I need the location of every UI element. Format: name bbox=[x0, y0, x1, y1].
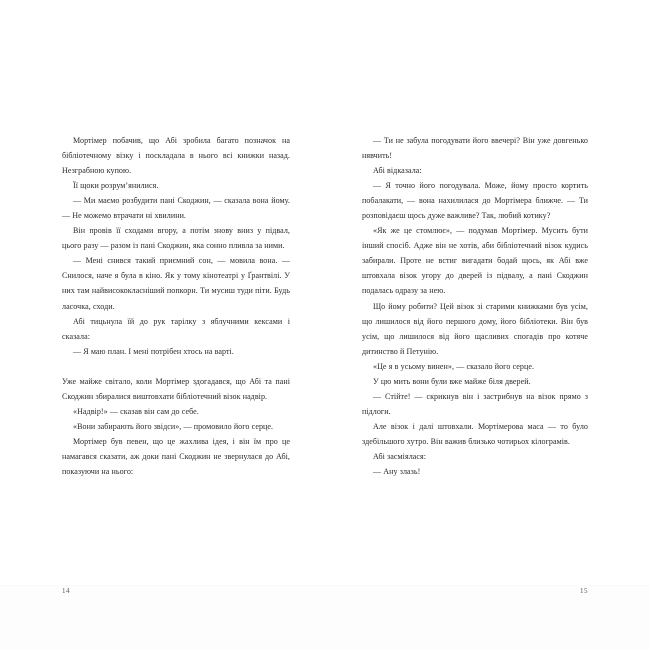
paragraph: «Це я в усьому винен», — сказало його серце. bbox=[373, 361, 535, 371]
paragraph: — Я маю план. І мені потрібен хтось на варті. bbox=[73, 346, 234, 356]
paragraph: Але візок і далі штовхали. Мортімерова маса — то було здебільшого хутро. Він важив близько чотирьох кілограмів. bbox=[362, 421, 588, 446]
paragraph: — Ми маємо розбудити пані Скоджин, — сказала вона йому. — Не можемо втрачати ні хвилини. bbox=[62, 196, 290, 221]
right-page bbox=[325, 0, 650, 585]
paragraph: — Я точно його погодувала. Може, йому просто кортить побалакати, — вона нахилилася до Мортімера ближче. — Ти розповідаєш щось дуже важливе? Так, любий котику? bbox=[362, 181, 588, 221]
paragraph: Мортімер був певен, що це жахлива ідея, і він їм про це намагався сказати, аж доки пані Скоджин не звернулася до Абі, показуючи на нього: bbox=[62, 436, 290, 477]
paragraph: Абі відказала: bbox=[373, 166, 422, 176]
paragraph: Він провів її сходами вгору, а потім знову вниз у підвал, цього разу — разом із пані Скоджин, яка сонно пливла за ними. bbox=[62, 226, 290, 251]
page-number-left: 14 bbox=[62, 587, 70, 595]
paragraph: Уже майже світало, коли Мортімер здогадався, що Абі та пані Скоджин збиралися виштовхати бібліотечний візок надвір. bbox=[62, 376, 290, 401]
paragraph: Мортімер побачив, що Абі зробила багато позначок на бібліотечному візку і поскладала в нього всі книжки назад. Незграбною купою. bbox=[62, 136, 290, 176]
paragraph: Абі засміялася: bbox=[373, 451, 427, 461]
paragraph: Що йому робити? Цей візок зі старими книжками був усім, що лишилося від його першого дому, його бібліотеки. Він був усім, що лишилося від його щасливих спогадів про котяче дитинство й Петунію. bbox=[362, 301, 588, 356]
paragraph: Абі тицьнула їй до рук тарілку з яблучними кексами і сказала: bbox=[62, 316, 290, 341]
paragraph: «Надвір!» — сказав він сам до себе. bbox=[73, 406, 199, 416]
paragraph: — Ти не забула погодувати його ввечері? Він уже довгенько нявчить! bbox=[362, 136, 588, 161]
paragraph: «Вони забирають його звідси», — промовило його серце. bbox=[73, 421, 274, 431]
left-page-textblock bbox=[62, 133, 290, 479]
page-number-right: 15 bbox=[580, 587, 588, 595]
paragraph: — Мені снився такий приємний сон, — мовила вона. — Снилося, наче я була в кіно. Як у тому кінотеатрі у Ґрантвілі. У них там найвисококласніший попкорн. Ти мусиш туди піти. Будь ласочка, сходи. bbox=[62, 256, 290, 311]
paper-bottom-edge bbox=[0, 585, 650, 586]
paragraph: У цю мить вони були вже майже біля дверей. bbox=[373, 376, 531, 386]
paragraph: — Стійте! — скрикнув він і застрибнув на візок прямо з підлоги. bbox=[362, 391, 588, 416]
paragraph: — Ану злазь! bbox=[373, 467, 421, 477]
paragraph: Її щоки розрум’янилися. bbox=[73, 181, 159, 191]
paragraph: «Як же це стомлює», — подумав Мортімер. Мусить бути інший спосіб. Адже він не хотів, аби бібліотечний візок кудись забирали. Проте не встиг вигадати бодай щось, як Абі вже штовхала візок угору до дверей із підвалу, а пані Скоджин подалась одразу за нею. bbox=[362, 226, 588, 296]
right-page-textblock bbox=[362, 133, 588, 479]
left-page bbox=[0, 0, 325, 585]
